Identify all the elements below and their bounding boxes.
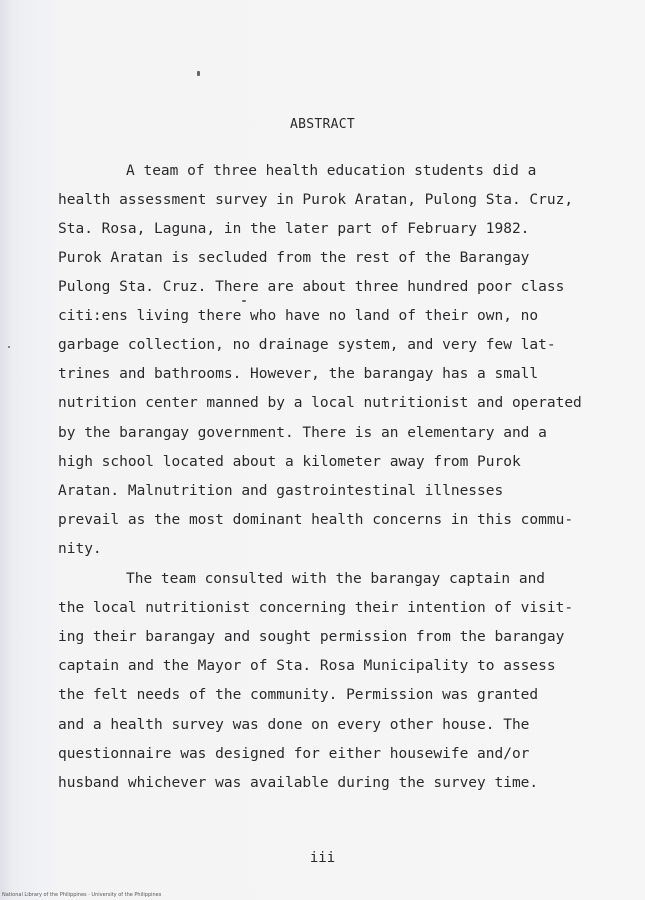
text-line: questionnaire was designed for either housewife and/or [58, 746, 530, 762]
page-number: iii [309, 850, 336, 866]
text-line: by the barangay government. There is an elementary and a [58, 425, 547, 441]
scan-speck [242, 300, 246, 302]
text-line: health assessment survey in Purok Aratan, Pulong Sta. Cruz, [58, 192, 574, 208]
text-line: Aratan. Malnutrition and gastrointestinal illnesses [58, 483, 504, 499]
text-line: prevail as the most dominant health concerns in this commu- [58, 512, 574, 528]
scan-footer: National Library of the Philippines · University of the Philippines [2, 892, 162, 898]
text-line: captain and the Mayor of Sta. Rosa Municipality to assess [58, 658, 556, 674]
page-title: ABSTRACT [289, 117, 355, 132]
text-line: husband whichever was available during the survey time. [58, 775, 539, 791]
text-line: Pulong Sta. Cruz. There are about three hundred poor class [58, 279, 565, 295]
text-line: trines and bathrooms. However, the barangay has a small [58, 366, 539, 382]
text-line: ing their barangay and sought permission from the barangay [58, 629, 565, 645]
text-line: Purok Aratan is secluded from the rest of the Barangay [58, 250, 530, 266]
text-line: The team consulted with the barangay captain and [126, 571, 546, 587]
text-line: garbage collection, no drainage system, and very few lat- [58, 337, 556, 353]
text-line: nity. [58, 541, 102, 557]
text-line: the local nutritionist concerning their intention of visit- [58, 600, 574, 616]
text-line: and a health survey was done on every other house. The [58, 717, 530, 733]
text-line: high school located about a kilometer away from Purok [58, 454, 521, 470]
text-line: citi:ens living there who have no land of their own, no [58, 308, 539, 324]
text-line: nutrition center manned by a local nutritionist and operated [58, 395, 582, 411]
scan-speck [197, 71, 200, 76]
text-line: Sta. Rosa, Laguna, in the later part of February 1982. [58, 221, 530, 237]
text-line: the felt needs of the community. Permission was granted [58, 687, 539, 703]
text-line: A team of three health education students did a [126, 163, 537, 179]
scan-speck [8, 346, 10, 348]
